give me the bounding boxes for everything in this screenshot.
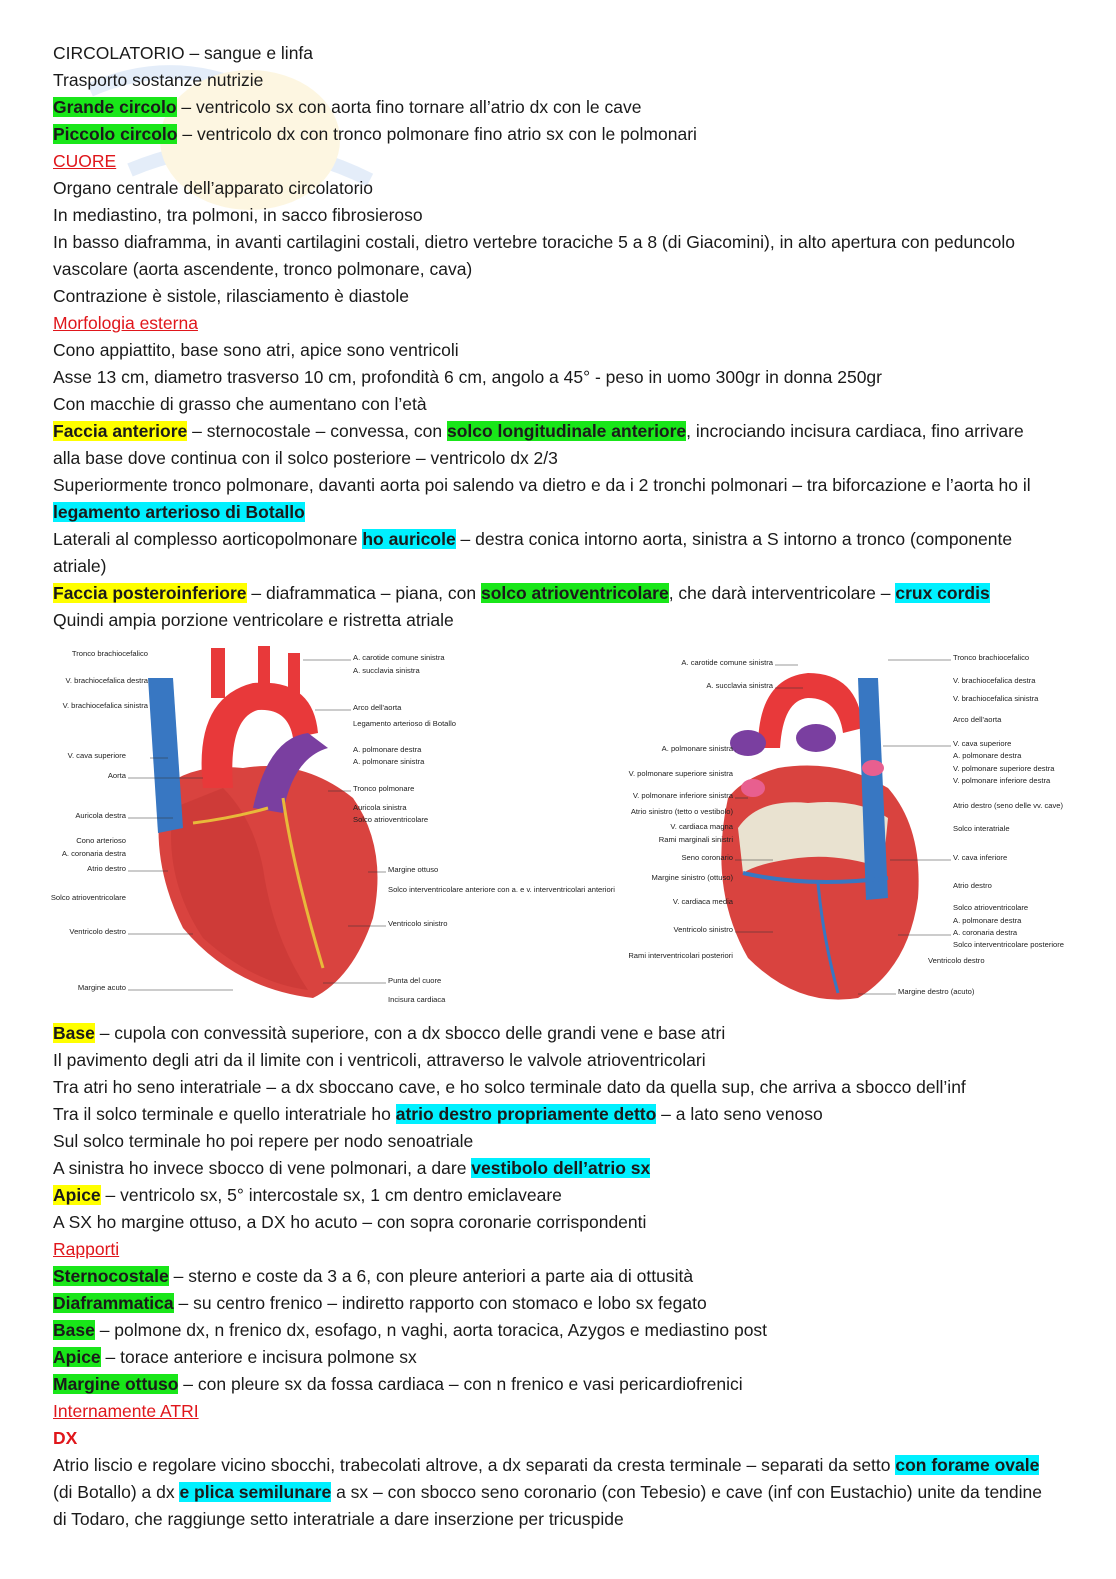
highlight-term: crux cordis (895, 583, 990, 603)
figure-label: V. polmonare inferiore sinistra (632, 791, 733, 800)
figure-label: Punta del cuore (388, 976, 442, 985)
figure-label: Tronco brachiocefalico (71, 649, 148, 658)
figure-label: V. brachiocefalica destra (65, 676, 148, 685)
figure-label: Ventricolo sinistro (673, 925, 733, 934)
highlight-term: Sternocostale (53, 1266, 169, 1286)
figure-label: A. polmonare sinistra (661, 744, 733, 753)
subsection-heading: DX (53, 1428, 78, 1448)
highlight-term: Apice (53, 1347, 101, 1367)
figure-label: Solco interventricolare posteriore (953, 940, 1065, 949)
figure-label: A. polmonare destra (953, 916, 1022, 925)
text-line (53, 1290, 1053, 1317)
text-span: Atrio liscio e regolare vicino sbocchi, trabecolati altrove, a dx separati da cresta terminale – separati da setto (53, 1455, 896, 1475)
figure-label: V. polmonare superiore destra (953, 764, 1055, 773)
figure-label: A. coronaria destra (61, 849, 126, 858)
text-span: – sternocostale – convessa, con (187, 421, 447, 441)
text-line (53, 526, 1053, 580)
text-line (53, 1182, 1053, 1209)
text-span: Laterali al complesso aorticopolmonare (53, 529, 363, 549)
figure-label: A. polmonare destra (353, 745, 422, 754)
highlight-term: atrio destro propriamente detto (395, 1104, 657, 1124)
figure-label: V. cardiaca magna (670, 822, 733, 831)
figure-label: Incisura cardiaca (388, 995, 446, 1004)
text-line: Asse 13 cm, diametro trasverso 10 cm, profondità 6 cm, angolo a 45° - peso in uomo 300gr in donna 250gr (53, 367, 882, 387)
text-line (53, 1020, 1053, 1047)
highlight-term: vestibolo dell’atrio sx (471, 1158, 651, 1178)
figure-label: Ventricolo destro (69, 927, 126, 936)
highlight-term: Base (53, 1023, 95, 1043)
figure-label: Solco atrioventricolare (50, 893, 126, 902)
figure-label: Atrio destro (953, 881, 992, 890)
text-span: – polmone dx, n frenico dx, esofago, n vaghi, aorta toracica, Azygos e mediastino post (94, 1320, 768, 1340)
text-line: In mediastino, tra polmoni, in sacco fibrosieroso (53, 205, 423, 225)
figure-label: V. cava superiore (953, 739, 1012, 748)
section-heading: Internamente ATRI (53, 1401, 199, 1421)
figure-label: Auricola sinistra (353, 803, 407, 812)
text-line: Trasporto sostanze nutrizie (53, 70, 264, 90)
section-heading: Morfologia esterna (53, 313, 198, 333)
figure-label: Margine ottuso (388, 865, 439, 874)
highlight-term: Margine ottuso (53, 1374, 179, 1394)
figure-label: V. cardiaca media (672, 897, 733, 906)
text-line: In basso diaframma, in avanti cartilagini costali, dietro vertebre toraciche 5 a 8 (di Giacomini), in alto apertura con peduncolo vascolare (aorta ascendente, tronco polmonare, cava) (53, 232, 1016, 279)
text-span: A sinistra ho invece sbocco di vene polmonari, a dare (53, 1158, 472, 1178)
text-line: Cono appiattito, base sono atri, apice sono ventricoli (53, 340, 459, 360)
figure-label: Margine destro (acuto) (898, 987, 975, 996)
figure-label: Atrio sinistro (tetto o vestibolo) (630, 807, 733, 816)
text-span: , che darà interventricolare – (668, 583, 896, 603)
highlight-term: e plica semilunare (179, 1482, 332, 1502)
highlight-term: solco atrioventricolare (480, 583, 669, 603)
text-line (53, 1155, 1053, 1182)
highlight-term: ho auricole (362, 529, 456, 549)
text-span: – diaframmatica – piana, con (246, 583, 481, 603)
text-span: – con pleure sx da fossa cardiaca – con n frenico e vasi pericardiofrenici (178, 1374, 743, 1394)
text-span: – sterno e coste da 3 a 6, con pleure anteriori a parte aia di ottusità (168, 1266, 694, 1286)
figure-label: Margine acuto (77, 983, 126, 992)
text-span: , incrociando incisura cardiaca, fino arrivare alla base dove continua con il solco posteriore – ventricolo dx 2/3 (53, 421, 1024, 468)
figure-label: A. succlavia sinistra (706, 681, 773, 690)
text-span: – destra conica intorno aorta, sinistra a S intorno a tronco (componente atriale) (53, 529, 1013, 576)
text-line (53, 1101, 1053, 1128)
highlight-term: Diaframmatica (53, 1293, 174, 1313)
figure-label: Solco atrioventricolare (353, 815, 429, 824)
highlight-term: Apice (53, 1185, 101, 1205)
figure-label: V. cava inferiore (953, 853, 1008, 862)
text-span: Tra il solco terminale e quello interatriale ho (53, 1104, 396, 1124)
heart-figures (50, 638, 1065, 1018)
figure-label: Aorta (107, 771, 126, 780)
text-span: – ventricolo sx, 5° intercostale sx, 1 cm dentro emiclaveare (100, 1185, 562, 1205)
figure-label: Solco interventricolare anteriore con a. e v. interventricolari anteriori (388, 885, 615, 894)
figure-label: Rami interventricolari posteriori (628, 951, 733, 960)
figure-label: Auricola destra (75, 811, 126, 820)
figure-label: Legamento arterioso di Botallo (353, 719, 457, 728)
figure-label: Arco dell'aorta (953, 715, 1002, 724)
title-line: CIRCOLATORIO – sangue e linfa (53, 43, 314, 63)
text-span: – su centro frenico – indiretto rapporto con stomaco e lobo sx fegato (173, 1293, 707, 1313)
text-line: Organo centrale dell’apparato circolatorio (53, 178, 374, 198)
text-line: Quindi ampia porzione ventricolare e ristretta atriale (53, 610, 454, 630)
text-line: Sul solco terminale ho poi repere per nodo senoatriale (53, 1131, 474, 1151)
heart-anterior-figure (50, 638, 615, 1013)
text-span: – ventricolo sx con aorta fino tornare all’atrio dx con le cave (176, 97, 642, 117)
highlight-term: legamento arterioso di Botallo (53, 502, 305, 522)
heart-posterior-figure (558, 638, 1065, 1013)
highlight-term: con forame ovale (895, 1455, 1040, 1475)
text-span: Superiormente tronco polmonare, davanti aorta poi salendo va dietro e da i 2 tronchi polmonari – tra biforcazione e l’aorta ho il (53, 475, 1031, 495)
text-line: Con macchie di grasso che aumentano con l’età (53, 394, 427, 414)
figure-label: A. carotide comune sinistra (353, 653, 445, 662)
text-line (53, 1263, 1053, 1290)
figure-label: Tronco polmonare (353, 784, 415, 793)
text-span: – torace anteriore e incisura polmone sx (100, 1347, 417, 1367)
figure-label: V. brachiocefalica sinistra (62, 701, 148, 710)
document-page (50, 40, 1065, 1533)
highlight-term: Piccolo circolo (53, 124, 178, 144)
text-span: – cupola con convessità superiore, con a dx sbocco delle grandi vene e base atri (94, 1023, 726, 1043)
text-span: – a lato seno venoso (656, 1104, 823, 1124)
text-span: (di Botallo) a dx (53, 1482, 180, 1502)
text-line (53, 580, 1053, 607)
text-line (53, 1317, 1053, 1344)
figure-label: Seno coronario (681, 853, 733, 862)
figure-label: V. brachiocefalica destra (953, 676, 1036, 685)
figure-label: A. coronaria destra (953, 928, 1018, 937)
figure-label: A. polmonare destra (953, 751, 1022, 760)
highlight-term: Grande circolo (53, 97, 177, 117)
figure-label: Rami marginali sinistri (658, 835, 733, 844)
highlight-term: Faccia posteroinferiore (53, 583, 247, 603)
figure-label: Atrio destro (seno delle vv. cave) (953, 801, 1064, 810)
figure-label: A. carotide comune sinistra (681, 658, 773, 667)
text-line: Il pavimento degli atri da il limite con i ventricoli, attraverso le valvole atrioventricolari (53, 1050, 706, 1070)
text-line (53, 1452, 1053, 1533)
figure-label: Tronco brachiocefalico (953, 653, 1030, 662)
text-line (53, 472, 1053, 526)
section-heading: Rapporti (53, 1239, 120, 1259)
figure-label: Cono arterioso (76, 836, 126, 845)
text-line (53, 1344, 1053, 1371)
figure-label: Margine sinistro (ottuso) (651, 873, 733, 882)
text-span: – ventricolo dx con tronco polmonare fino atrio sx con le polmonari (177, 124, 697, 144)
figure-label: Ventricolo sinistro (388, 919, 448, 928)
text-line: Tra atri ho seno interatriale – a dx sboccano cave, e ho solco terminale dato da quella sup, che arriva a sbocco dell’inf (53, 1077, 966, 1097)
figure-label: V. polmonare inferiore destra (953, 776, 1051, 785)
highlight-term: Base (53, 1320, 95, 1340)
figure-label: Solco atrioventricolare (953, 903, 1029, 912)
figure-label: Solco interatriale (953, 824, 1010, 833)
section-heading: CUORE (53, 151, 117, 171)
figure-label: V. brachiocefalica sinistra (953, 694, 1039, 703)
highlight-term: Faccia anteriore (53, 421, 188, 441)
figure-label: A. succlavia sinistra (353, 666, 420, 675)
figure-label: V. cava superiore (67, 751, 126, 760)
figure-label: Atrio destro (87, 864, 126, 873)
figure-label: Ventricolo destro (928, 956, 985, 965)
text-line (53, 1371, 1053, 1398)
figure-label: A. polmonare sinistra (353, 757, 425, 766)
text-line: Contrazione è sistole, rilasciamento è diastole (53, 286, 410, 306)
figure-label: V. polmonare superiore sinistra (628, 769, 733, 778)
highlight-term: solco longitudinale anteriore (446, 421, 687, 441)
figure-label: Arco dell'aorta (353, 703, 402, 712)
text-line (53, 94, 1053, 121)
text-span: a sx – con sbocco seno coronario (con Tebesio) e cave (inf con Eustachio) unite da tendine di Todaro, che raggiunge setto interatriale a dare inserzione per tricuspide (53, 1482, 1042, 1529)
text-line (53, 121, 1053, 148)
text-line (53, 418, 1053, 472)
text-line: A SX ho margine ottuso, a DX ho acuto – con sopra coronarie corrispondenti (53, 1212, 647, 1232)
